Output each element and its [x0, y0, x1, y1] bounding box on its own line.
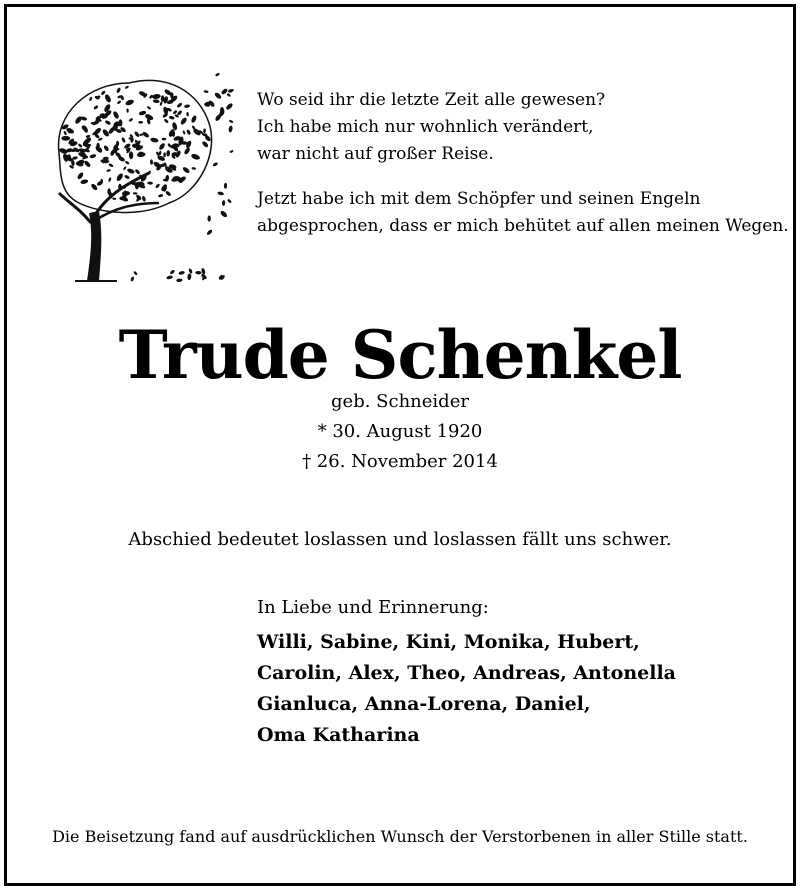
leaf-icon	[182, 130, 186, 135]
leaf-icon	[150, 137, 159, 143]
windblown-tree-icon	[39, 43, 239, 288]
leaf-icon	[195, 271, 201, 275]
leaf-icon	[141, 196, 146, 203]
leaf-icon	[163, 118, 169, 124]
leaf-icon	[115, 172, 124, 182]
obituary-notice	[4, 4, 796, 886]
leaf-icon	[214, 92, 222, 100]
leaf-icon	[134, 169, 140, 175]
leaf-icon	[188, 268, 193, 274]
leaf-icon	[225, 102, 234, 110]
leaf-icon	[169, 269, 175, 275]
leaf-icon	[133, 271, 138, 276]
leaf-icon	[138, 121, 143, 124]
leaf-icon	[219, 210, 228, 219]
leaf-icon	[165, 190, 172, 197]
poem-line: Ich habe mich nur wohnlich verändert,	[257, 117, 594, 137]
born-as: geb. Schneider	[331, 391, 469, 412]
mourners-list	[257, 627, 676, 751]
leaf-icon	[169, 115, 175, 120]
mourners-line: Oma Katharina	[257, 724, 420, 746]
leaf-icon	[204, 90, 209, 93]
mourners-line: Gianluca, Anna-Lorena, Daniel,	[257, 693, 591, 715]
leaf-icon	[178, 271, 185, 276]
poem-line: war nicht auf großer Reise.	[257, 144, 494, 164]
poem-line: Wo seid ihr die letzte Zeit alle gewesen?	[257, 90, 606, 110]
leaf-icon	[106, 169, 111, 172]
leaf-icon	[185, 140, 192, 149]
leaf-icon	[224, 183, 227, 189]
leaf-icon	[104, 120, 111, 126]
leaf-icon	[166, 150, 170, 157]
leaf-icon	[112, 197, 116, 199]
leaf-icon	[89, 154, 96, 159]
leaf-icon	[152, 94, 161, 100]
leaf-icon	[128, 118, 133, 123]
leaf-icon	[162, 138, 167, 141]
leaf-icon	[166, 275, 173, 280]
leaf-icon	[229, 150, 234, 154]
death-date: † 26. November 2014	[302, 451, 498, 472]
leaf-icon	[215, 72, 220, 77]
leaf-icon	[125, 85, 130, 89]
leaf-icon	[101, 128, 110, 137]
leaf-icon	[176, 102, 183, 108]
leaf-icon	[227, 199, 232, 204]
leaf-icon	[101, 159, 108, 163]
leaf-icon	[158, 194, 164, 198]
deceased-name: Trude Schenkel	[118, 316, 682, 394]
leaf-icon	[163, 152, 166, 157]
leaf-icon	[80, 179, 89, 185]
leaf-icon	[117, 100, 122, 105]
mourners-line: Carolin, Alex, Theo, Andreas, Antonella	[257, 662, 676, 684]
leaf-icon	[112, 110, 120, 119]
poem	[257, 87, 789, 258]
leaf-icon	[228, 88, 235, 93]
leaf-icon	[187, 273, 192, 280]
leaf-icon	[201, 268, 206, 275]
leaf-icon	[173, 110, 178, 115]
leaf-icon	[186, 112, 189, 117]
leaf-icon	[203, 128, 206, 133]
memory-label: In Liebe und Erinnerung:	[257, 597, 489, 618]
birth-date: * 30. August 1920	[317, 421, 483, 442]
leaf-icon	[176, 278, 182, 282]
leaf-icon	[191, 153, 201, 161]
leaf-icon	[147, 106, 152, 111]
leaf-icon	[180, 117, 188, 126]
leaf-icon	[226, 93, 231, 98]
leaf-icon	[155, 183, 161, 189]
leaf-icon	[159, 101, 162, 106]
leaf-icon	[74, 115, 83, 125]
leaf-icon	[104, 93, 112, 103]
leaf-icon	[126, 168, 135, 175]
motto: Abschied bedeutet loslassen und loslassen fällt uns schwer.	[128, 529, 672, 550]
leaf-icon	[147, 181, 153, 184]
leaf-icon	[150, 159, 153, 165]
leaf-icon	[183, 147, 191, 156]
leaf-icon	[116, 87, 122, 94]
leaf-icon	[207, 215, 211, 221]
leaf-icon	[125, 160, 130, 165]
leaf-icon	[108, 163, 114, 168]
leaf-icon	[163, 106, 169, 115]
leaf-icon	[229, 119, 234, 123]
leaf-icon	[184, 104, 190, 108]
leaf-icon	[76, 172, 84, 181]
leaf-icon	[63, 131, 67, 136]
leaf-icon	[108, 177, 112, 182]
poem-stanza-1	[257, 87, 789, 168]
leaf-icon	[133, 192, 138, 195]
leaf-icon	[124, 174, 130, 179]
leaf-icon	[228, 125, 233, 132]
leaf-icon	[130, 276, 135, 282]
leaf-icon	[134, 131, 141, 138]
leaf-icon	[100, 90, 106, 96]
poem-stanza-2	[257, 186, 789, 240]
burial-note: Die Beisetzung fand auf ausdrücklichen Wunsch der Verstorbenen in aller Stille statt.	[52, 827, 748, 846]
leaf-icon	[123, 166, 127, 171]
leaf-icon	[190, 115, 197, 124]
leaf-icon	[182, 166, 191, 174]
mourners-line: Willi, Sabine, Kini, Monika, Hubert,	[257, 631, 640, 653]
leaf-icon	[78, 143, 83, 148]
leaf-icon	[129, 151, 134, 159]
leaf-icon	[126, 108, 128, 112]
leaf-icon	[93, 105, 99, 110]
leaf-icon	[191, 167, 196, 170]
leaf-icon	[121, 137, 126, 143]
leaf-icon	[89, 96, 93, 101]
leaf-icon	[217, 191, 224, 196]
leaf-icon	[212, 162, 218, 167]
leaf-icon	[206, 229, 213, 236]
leaf-icon	[158, 142, 166, 151]
leaf-icon	[222, 200, 225, 206]
poem-line: Jetzt habe ich mit dem Schöpfer und seinen Engeln	[257, 189, 701, 209]
leaf-icon	[153, 99, 160, 104]
poem-line: abgesprochen, dass er mich behütet auf allen meinen Wegen.	[257, 216, 789, 236]
leaf-icon	[186, 129, 192, 135]
leaf-icon	[103, 145, 110, 152]
leaf-icon	[61, 136, 70, 141]
leaf-icon	[125, 99, 135, 107]
leaf-icon	[201, 140, 209, 148]
